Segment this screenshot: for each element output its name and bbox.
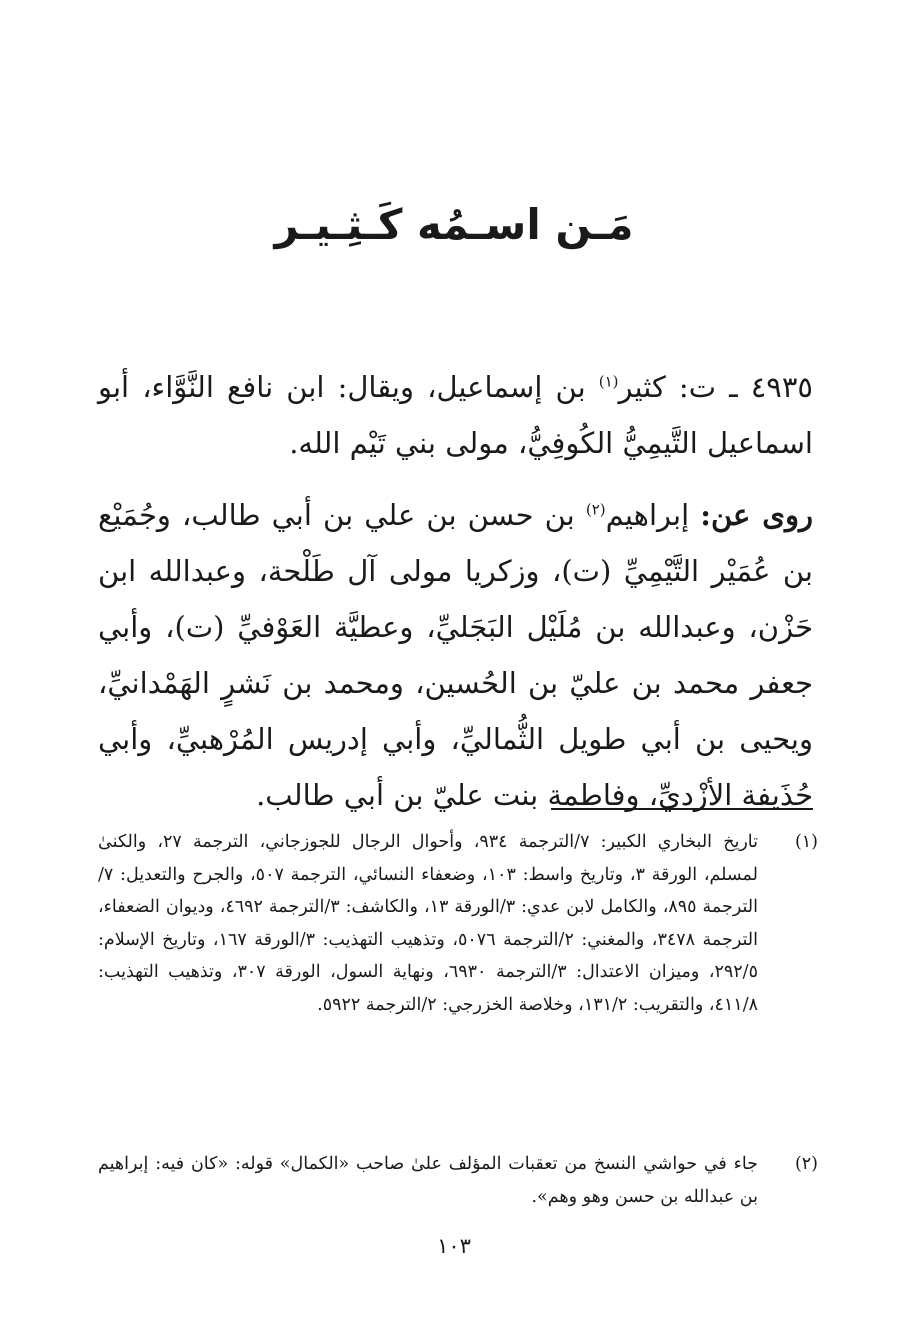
footnote-2-text: جاء في حواشي النسخ من تعقبات المؤلف علىٰ صاحب «الكمال» قوله: «كان فيه: إبراهيم بن عبدالله بن حسن وهو وهم». xyxy=(98,1154,758,1207)
footnote-2 xyxy=(98,1148,818,1213)
entry-head-start: ٤٩٣٥ ـ ت: كثير xyxy=(618,370,813,404)
section-title: مَـن اسـمُه كَـثِـيـر xyxy=(274,200,634,249)
entry-head-rest: بن إسماعيل، ويقال: ابن نافع النَّوَّاء، أبو اسماعيل التَّيمِيُّ الكُوفِيُّ، مولى بني تَيْم الله. xyxy=(98,370,813,460)
entry-header-paragraph xyxy=(98,359,813,471)
narrated-from-list: بن حسن بن علي بن أبي طالب، وجُمَيْع بن عُمَيْر التَّيْمِيِّ (ت)، وزكريا مولى آل طَلْحة، وعبدالله ابن حَزْن، وعبدالله بن مُلَيْل البَجَليِّ، وعطيَّة العَوْفيِّ (ت)، وأبي جعفر محمد بن عليّ بن الحُسين، ومحمد بن نَشرٍ الهَمْدانيِّ، ويحيى بن أبي طويل الثُّماليِّ، وأبي إدريس المُرْهبيِّ، وأبي حُذَيفة الأزْديِّ، وفاطمة بنت عليّ بن أبي طالب. xyxy=(98,498,813,812)
footnote-1-marker: (١) xyxy=(794,832,818,852)
footnote-ref-2[interactable]: (٢) xyxy=(585,500,606,519)
narrated-from-start: إبراهيم xyxy=(605,498,701,532)
footnote-ref-1[interactable]: (١) xyxy=(598,372,619,391)
footnote-1 xyxy=(98,826,818,1021)
footnote-2-marker: (٢) xyxy=(794,1154,818,1174)
footnote-separator xyxy=(551,808,813,810)
narrated-from-paragraph xyxy=(98,487,813,823)
narrated-from-label: روى عن: xyxy=(700,498,814,532)
page-number: ١٠٣ xyxy=(437,1234,471,1258)
footnote-1-text: تاريخ البخاري الكبير: ٧/الترجمة ٩٣٤، وأحوال الرجال للجوزجاني، الترجمة ٢٧، والكنىٰ لمسلم، الورقة ٣، وتاريخ واسط: ١٠٣، وضعفاء النسائي، الترجمة ٥٠٧، والجرح والتعديل: ٧/الترجمة ٨٩٥، والكامل لابن عدي: ٣/الورقة ١٣، والكاشف: ٣/الترجمة ٤٦٩٢، وديوان الضعفاء، الترجمة ٣٤٧٨، والمغني: ٢/الترجمة ٥٠٧٦، وتذهيب التهذيب: ٣/الورقة ١٦٧، وتاريخ الإسلام: ٢٩٢/٥، وميزان الاعتدال: ٣/الترجمة ٦٩٣٠، ونهاية السول، الورقة ٣٠٧، وتذهيب التهذيب: ٤١١/٨، والتقريب: ١٣١/٢، وخلاصة الخزرجي: ٢/الترجمة ٥٩٢٢. xyxy=(98,832,759,1015)
